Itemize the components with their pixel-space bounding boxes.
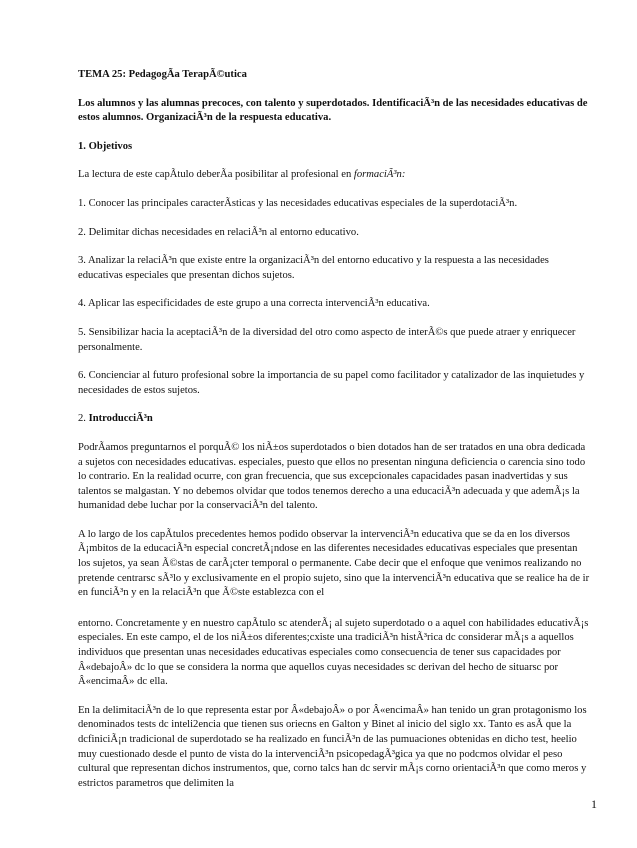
section-heading-introduccion (78, 412, 590, 427)
objectives-intro (78, 168, 590, 183)
document-page (78, 68, 590, 805)
objective-item: 6. Concienciar al futuro profesional sobre la importancia de su papel como facilitador y catalizador de las inquietudes y necesidades de estos sujetos. (78, 370, 585, 396)
section-heading-text: IntroducciÃ³n (88, 413, 153, 425)
objective-item: 3. Analizar la relaciÃ³n que existe entre la organizaciÃ³n del entorno educativo y la respuesta a las necesidades educativas especiales que presentan dichos sujetos. (78, 255, 549, 281)
objective-item: 5. Sensibilizar hacia la aceptaciÃ³n de la diversidad del otro como aspecto de interÃ©s que puede atraer y enriquecer personalmente. (78, 326, 576, 353)
body-paragraph: En la delimitaciÃ³n de lo que representa estar por Â«debajoÂ» o por Â«encimaÂ» han tenido un gran protagonismo los denominados tests dc inteli2encia que tienen sus oriecns en Galton y Binet al inicio del siglo xx. Tanto es asÃ que la dcfiniciÃ¡n tradicional de superdotado se ha realizado en funciÃ³n de las pumuaciones obtenidas en dicho test, heelio muy cuestionado desde el punto de vista do la intervenciÃ³n psicopedagÃ³gica ya que no podcmos olvidar el peso cultural que representan dichos instrumentos, que, corno talcs han dc servir mÃ¡s corno orientaciÃ³n que como meros y estrictos parametros que delimiten la (78, 704, 587, 789)
document-title: TEMA 25: PedagogÃa TerapÃ©utica (78, 69, 247, 80)
body-paragraph: PodrÃamos preguntarnos el porquÃ© los niÃ±os superdotados o bien dotados han de ser tratados en una obra dedicada a sujetos con necesidades educativas. especiales, puesto que ellos no presentan ninguna deficiencia o carencia sino todo lo contrario. En la realidad ocurre, con gran frecuencia, que sus excepcionales capacidades pasan inadvertidas y sus talentos se malgastan. Y no debemos olvidar que todos tenemos derecho a una educaciÃ³n adecuada y que ademÃ¡s la humanidad debe luchar por la conservaciÃ³n del talento. (78, 441, 586, 512)
page-number: 1 (591, 797, 597, 811)
objective-item: 4. Aplicar las especificidades de este grupo a una correcta intervenciÃ³n educativa. (78, 298, 430, 310)
body-paragraph: A lo largo de los capÃtulos precedentes hemos podido observar la intervenciÃ³n educativa que se da en los diversos Ã¡mbitos de la educaciÃ³n especial concretÃ¡ndose en las diferentes necesidades educativas especiales que presentan los sujetos, ya sean Ã©stas de carÃ¡cter temporal o permanente. Cabe decir que el enfoque que venimos realizando no pretende centrarsc sÃ³lo y exclusivamente en el propio sujeto, sino que la intervenciÃ³n educativa que se realice ha de ir en funciÃ³n y en la relaciÃ³n que Ã©ste establezca con el (78, 528, 590, 599)
section-heading-number: 2. (78, 413, 89, 425)
objective-item: 1. Conocer las principales caracterÃsticas y las necesidades educativas especiales de la superdotaciÃ³n. (78, 197, 518, 209)
body-paragraph: entorno. Concretamente y en nuestro capÃtulo sc atenderÃ¡ al sujeto superdotado o a aquel con habilidades educativÃ¡s especiales. En este campo, el de los niÃ±os diferentes;cxiste una tradiciÃ³n histÃ³rica dc considerar mÃ¡s a aquellos individuos que presentan unas necesidades educativas especiales como consecuencia de tener sus capacidades por Â«debajoÂ» dc lo que se considera la norma que aquellos cuyas necesidades sc derivan del hecho de situarsc por Â«encimaÂ» dc ella. (78, 617, 589, 688)
objectives-intro-text: La lectura de este capÃtulo deberÃa posibilitar al profesional en (78, 169, 354, 181)
document-subtitle: Los alumnos y las alumnas precoces, con talento y superdotados. IdentificaciÃ³n de las necesidades educativas de estos alumnos. OrganizaciÃ³n de la respuesta educativa. (78, 97, 588, 124)
section-heading-objetivos: 1. Objetivos (78, 140, 133, 152)
objective-item: 2. Delimitar dichas necesidades en relaciÃ³n al entorno educativo. (78, 226, 359, 238)
objectives-intro-italic: formaciÃ³n: (353, 169, 406, 181)
